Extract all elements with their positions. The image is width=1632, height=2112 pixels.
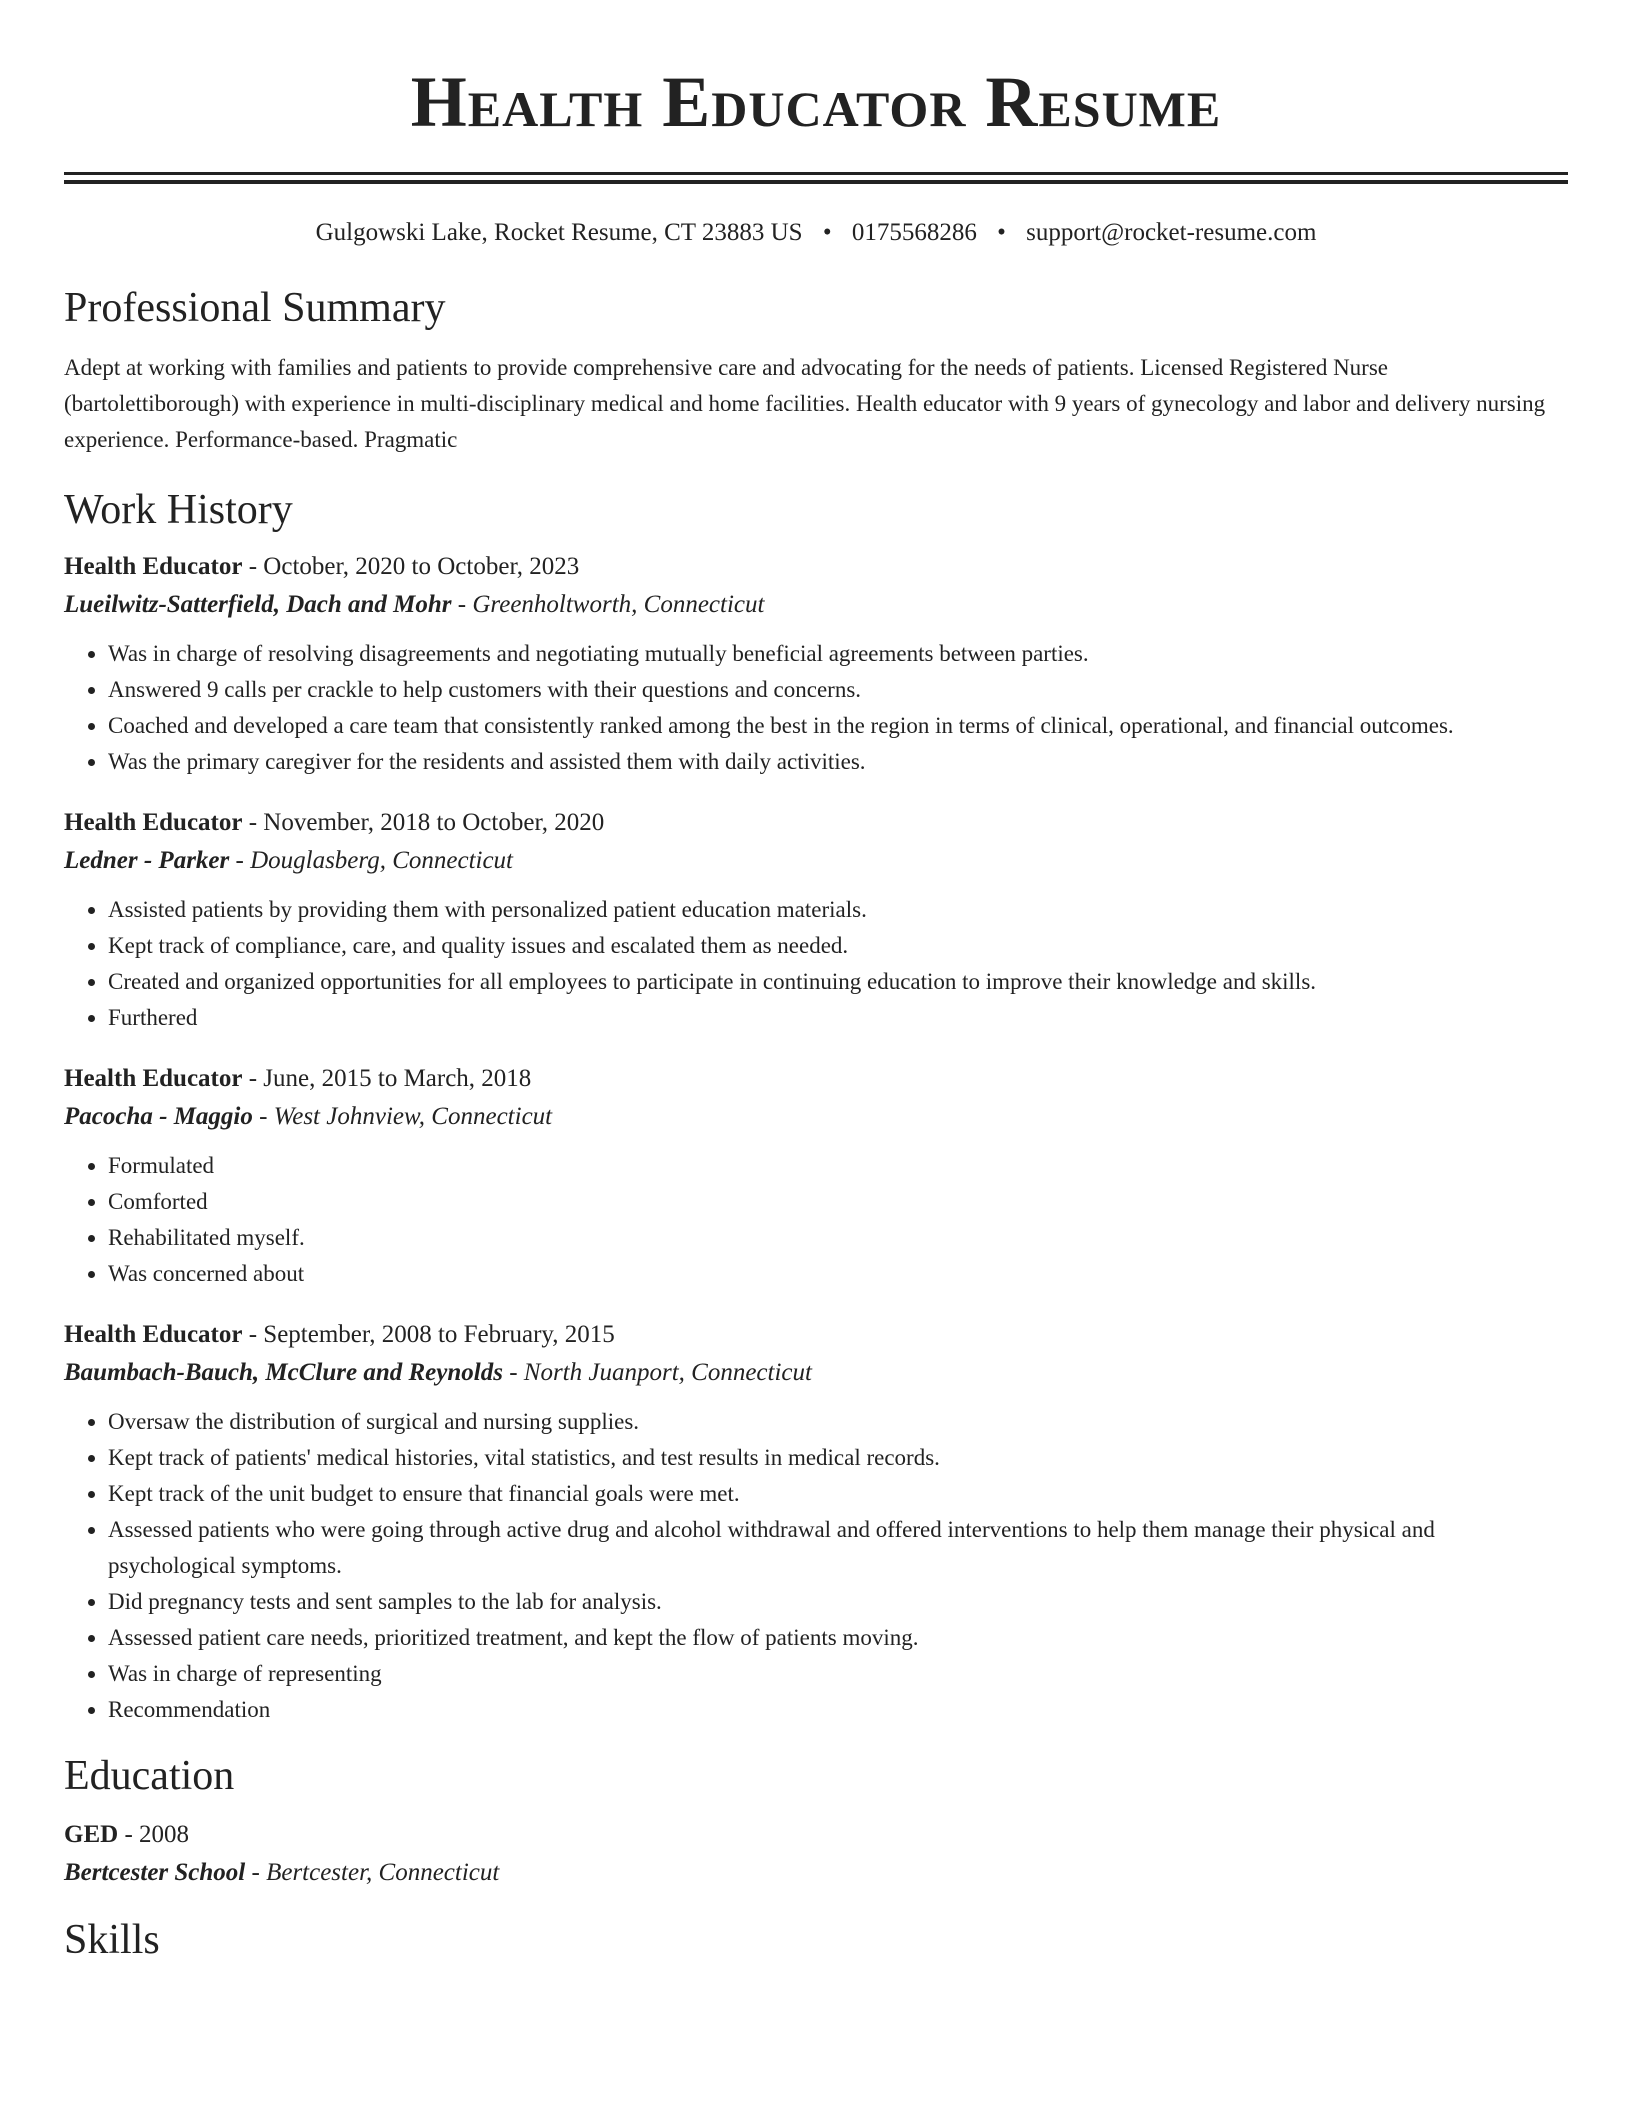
contact-address: Gulgowski Lake, Rocket Resume, CT 23883 US [315, 219, 803, 246]
education-degree: GED [64, 1821, 119, 1848]
education-location: - Bertcester, Connecticut [245, 1859, 500, 1886]
list-item: • Was concerned about [108, 1256, 1568, 1292]
contact-separator: • [822, 219, 832, 246]
list-item: • Was in charge of representing [108, 1656, 1568, 1692]
education-heading: Education [64, 1753, 235, 1799]
list-item: • Rehabilitated myself. [108, 1220, 1568, 1256]
job-bullets [64, 1404, 1568, 1728]
list-item: • Kept track of compliance, care, and quality issues and escalated them as needed. [108, 928, 1568, 964]
job-title-line [64, 548, 1568, 586]
job-title: Health Educator [64, 1065, 243, 1092]
contact-phone: 0175568286 [851, 219, 977, 246]
job-dates: - October, 2020 to October, 2023 [242, 553, 580, 580]
job-bullets [64, 892, 1568, 1036]
job-title: Health Educator [64, 809, 243, 836]
job-company: Lueilwitz-Satterfield, Dach and Mohr [64, 591, 452, 618]
list-item: • Formulated [108, 1148, 1568, 1184]
job-company: Baumbach-Bauch, McClure and Reynolds [64, 1359, 503, 1386]
job-entry [64, 1060, 1568, 1292]
list-item: • Was in charge of resolving disagreements and negotiating mutually beneficial agreements between parties. [108, 636, 1568, 672]
list-item: • Comforted [108, 1184, 1568, 1220]
summary-text: Adept at working with families and patients to provide comprehensive care and advocating for the needs of patients. Licensed Registered Nurse (bartolettiborough) with experience in multi-disciplinary medical and home facilities. Health educator with 9 years of gynecology and labor and delivery nursing experience. Performance-based. Pragmatic [64, 355, 1546, 452]
job-title: Health Educator [64, 553, 243, 580]
list-item: • Recommendation [108, 1692, 1568, 1728]
job-company-line [64, 842, 1568, 880]
education-school: Bertcester School [64, 1859, 246, 1886]
job-location: - West Johnview, Connecticut [252, 1103, 553, 1130]
job-location: - Douglasberg, Connecticut [229, 847, 514, 874]
education-entry [64, 1816, 1568, 1892]
list-item: • Oversaw the distribution of surgical and nursing supplies. [108, 1404, 1568, 1440]
contact-separator: • [997, 219, 1006, 246]
resume-title: Health Educator Resume [410, 62, 1222, 142]
list-item: • Furthered [108, 1000, 1568, 1036]
list-item: • Was the primary caregiver for the residents and assisted them with daily activities. [108, 744, 1568, 780]
list-item: • Answered 9 calls per crackle to help customers with their questions and concerns. [108, 672, 1568, 708]
list-item: • Coached and developed a care team that consistently ranked among the best in the region in terms of clinical, operational, and financial outcomes. [108, 708, 1568, 744]
list-item: • Assisted patients by providing them with personalized patient education materials. [108, 892, 1568, 928]
job-title-line [64, 1060, 1568, 1098]
job-title: Health Educator [64, 1321, 243, 1348]
job-location: - North Juanport, Connecticut [502, 1359, 812, 1386]
job-dates: - June, 2015 to March, 2018 [242, 1065, 532, 1092]
job-company: Pacocha - Maggio [64, 1103, 253, 1130]
job-title-line [64, 804, 1568, 842]
education-year: - 2008 [118, 1821, 190, 1848]
job-entry [64, 804, 1568, 1036]
title-double-rule [64, 172, 1568, 184]
list-item: • Created and organized opportunities for all employees to participate in continuing education to improve their knowledge and skills. [108, 964, 1568, 1000]
job-location: - Greenholtworth, Connecticut [451, 591, 765, 618]
education-degree-line [64, 1816, 1568, 1854]
list-item: • Assessed patient care needs, prioritized treatment, and kept the flow of patients moving. [108, 1620, 1568, 1656]
list-item: • Kept track of the unit budget to ensure that financial goals were met. [108, 1476, 1568, 1512]
job-entry [64, 548, 1568, 780]
list-item: • Assessed patients who were going through active drug and alcohol withdrawal and offered interventions to help them manage their physical and psychological symptoms. [108, 1512, 1568, 1584]
job-title-line [64, 1316, 1568, 1354]
job-company-line [64, 586, 1568, 624]
job-company: Ledner - Parker [64, 847, 230, 874]
list-item: • Did pregnancy tests and sent samples to the lab for analysis. [108, 1584, 1568, 1620]
contact-email: support@rocket-resume.com [1026, 219, 1317, 246]
job-dates: - November, 2018 to October, 2020 [242, 809, 605, 836]
job-company-line [64, 1354, 1568, 1392]
job-dates: - September, 2008 to February, 2015 [242, 1321, 615, 1348]
list-item: • Kept track of patients' medical histories, vital statistics, and test results in medical records. [108, 1440, 1568, 1476]
work-history-heading: Work History [64, 487, 293, 533]
job-company-line [64, 1098, 1568, 1136]
education-school-line [64, 1854, 1568, 1892]
job-bullets [64, 1148, 1568, 1292]
skills-heading: Skills [64, 1917, 160, 1963]
job-bullets [64, 636, 1568, 780]
job-entry [64, 1316, 1568, 1728]
contact-line [64, 216, 1568, 250]
summary-heading: Professional Summary [64, 285, 446, 331]
